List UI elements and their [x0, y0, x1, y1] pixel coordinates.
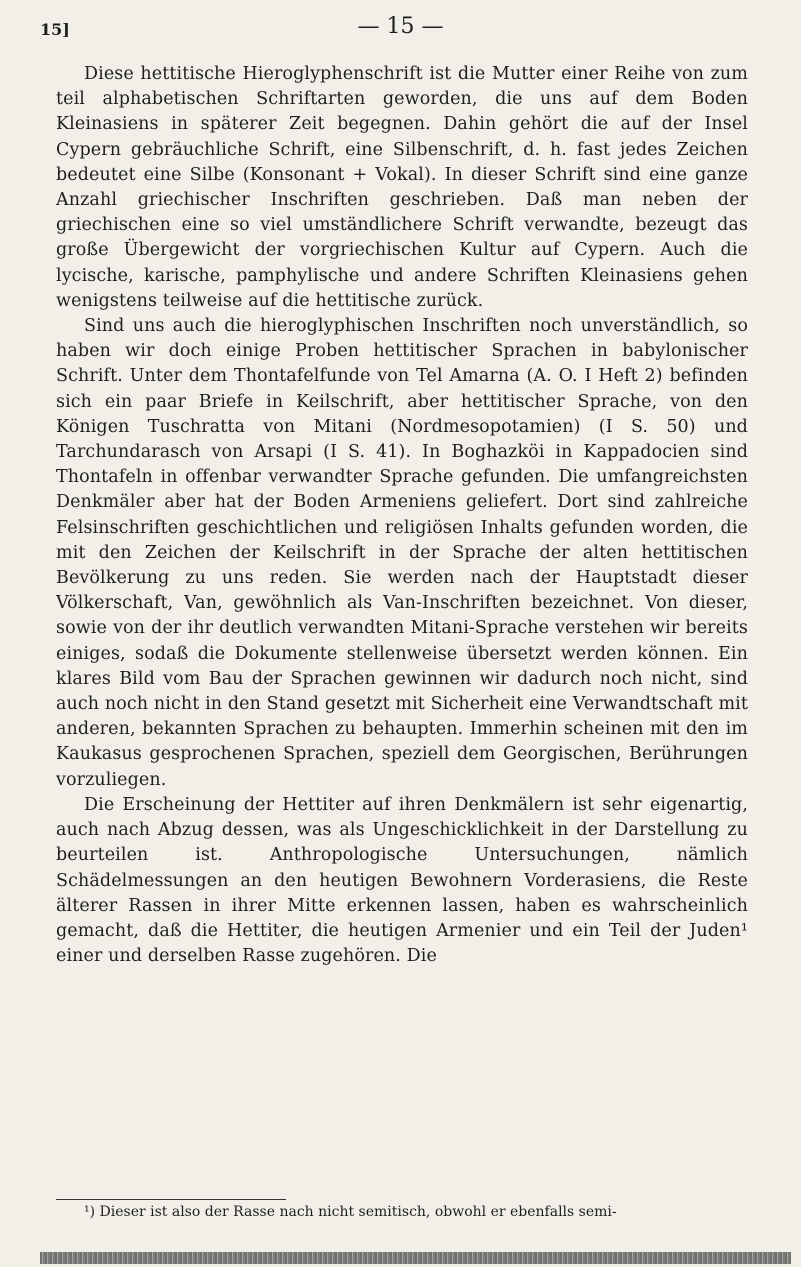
paragraph-appearance: Die Erscheinung der Hettiter auf ihren Denkmälern ist sehr eigenartig, auch nach Abzug dessen, was als Ungeschicklichkeit in der Darstellung zu beurteilen ist. Anthropologische Untersuchungen, nämlich Schädelmessungen an den heutigen Bewohnern Vorderasiens, die Reste älterer Rassen in ihrer Mitte erkennen lassen, haben es wahrscheinlich gemacht, daß die Hettiter, die heutigen Armenier und ein Teil der Juden¹ einer und derselben Rasse zugehören. Die	[56, 794, 748, 967]
paragraph-inscriptions: Sind uns auch die hieroglyphischen Inschriften noch unverständlich, so haben wir doch einige Proben hettitischer Sprachen in babylonischer Schrift. Unter dem Thontafelfunde von Tel Amarna (A. O. I Heft 2) befinden sich ein paar Briefe in Keilschrift, aber hettitischer Sprache, von den Königen Tuschratta von Mitani (Nordmesopotamien) (I S. 50) und Tarchundarasch von Arsapi (I S. 41). In Boghazköi in Kappadocien sind Thontafeln in offenbar verwandter Sprache gefunden. Die umfangreichsten Denkmäler aber hat der Boden Armeniens geliefert. Dort sind zahlreiche Felsinschriften geschichtlichen und religiösen Inhalts gefunden worden, die mit den Zeichen der Keilschrift in der Sprache der alten hettitischen Bevölkerung zu uns reden. Sie werden nach der Hauptstadt dieser Völkerschaft, Van, gewöhnlich als Van-Inschriften bezeichnet. Von dieser, sowie von der ihr deutlich verwandten Mitani-Sprache verstehen wir bereits einiges, sodaß die Dokumente stellenweise übersetzt werden können. Ein klares Bild vom Bau der Sprachen gewinnen wir dadurch noch nicht, sind auch noch nicht in den Stand gesetzt mit Sicherheit eine Verwandtschaft mit anderen, bekannten Sprachen zu behaupten. Immerhin scheinen mit den im Kaukasus gesprochenen Sprachen, speziell dem Georgischen, Berührungen vorzuliegen.	[56, 316, 748, 790]
page-header	[40, 10, 761, 50]
body-text	[56, 62, 748, 969]
paragraph-hieroglyphs: Diese hettitische Hieroglyphenschrift ist die Mutter einer Reihe von zum teil alphabetischen Schriftarten geworden, die uns auf dem Boden Kleinasiens in späterer Zeit begegnen. Dahin gehört die auf der Insel Cypern gebräuchliche Schrift, eine Silbenschrift, d. h. fast jedes Zeichen bedeutet eine Silbe (Konsonant + Vokal). In dieser Schrift sind eine ganze Anzahl griechischer Inschriften geschrieben. Daß man neben der griechischen eine so viel umständlichere Schrift verwandte, bezeugt das große Übergewicht der vorgriechischen Kultur auf Cypern. Auch die lycische, karische, pamphylische und andere Schriften Kleinasiens gehen wenigstens teilweise auf die hettitische zurück.	[56, 64, 748, 311]
footnote-separator	[56, 1199, 286, 1200]
footnote: ¹) Dieser ist also der Rasse nach nicht semitisch, obwohl er ebenfalls semi-	[84, 1204, 617, 1220]
page-label: 15]	[40, 20, 70, 39]
page-bottom-edge	[40, 1252, 791, 1264]
page-number: — 15 —	[357, 14, 444, 39]
